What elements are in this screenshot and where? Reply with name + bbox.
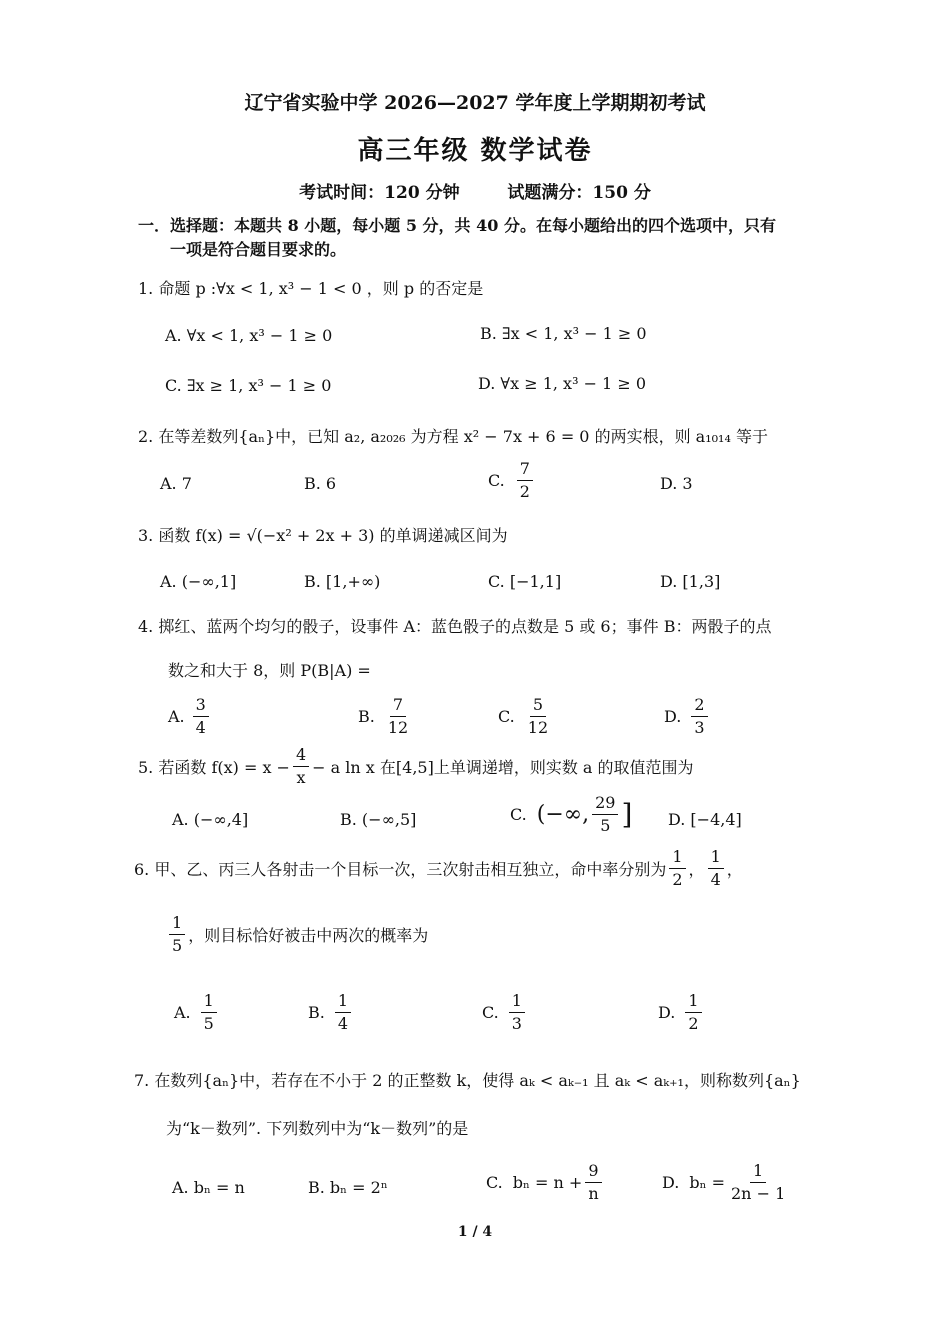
q2-c-denominator: 2 bbox=[519, 482, 530, 501]
q1-option-c: C. ∃x ≥ 1, x³ − 1 ≥ 0 bbox=[165, 376, 332, 395]
q7-c-num: 9 bbox=[585, 1160, 601, 1183]
q5-c-num: 29 bbox=[592, 792, 618, 815]
section-heading-line1: 一．选择题：本题共 8 小题，每小题 5 分，共 40 分。在每小题给出的四个选项中，只有 bbox=[138, 216, 776, 235]
q5-option-c bbox=[510, 792, 632, 837]
question-6-stem-line1 bbox=[134, 846, 743, 891]
q5-stem-num: 4 bbox=[293, 744, 309, 767]
q5-c-label: C. bbox=[510, 805, 527, 824]
q5-option-b: B. (−∞,5] bbox=[340, 810, 417, 829]
q4-a-fraction bbox=[193, 694, 209, 739]
q2-c-numerator: 7 bbox=[517, 458, 533, 481]
section-heading-line2: 一项是符合题目要求的。 bbox=[170, 240, 347, 259]
q4-c-num: 5 bbox=[530, 694, 546, 717]
q4-option-d bbox=[664, 694, 711, 739]
q6-c-num: 1 bbox=[509, 990, 525, 1013]
q2-option-d: D. 3 bbox=[660, 474, 693, 493]
q7-d-pre: bₙ = bbox=[689, 1173, 725, 1192]
q4-option-b bbox=[358, 694, 414, 739]
q5-stem-pre: 5. 若函数 f(x) = x − bbox=[138, 758, 290, 777]
q6-b-label: B. bbox=[308, 1003, 325, 1022]
q6-comma-2: ， bbox=[726, 860, 743, 879]
q5-stem-fraction bbox=[293, 744, 309, 789]
q6-p1-num: 1 bbox=[669, 846, 685, 869]
q4-d-num: 2 bbox=[691, 694, 707, 717]
question-3-stem: 3. 函数 f(x) = √(−x² + 2x + 3) 的单调递减区间为 bbox=[138, 526, 508, 545]
question-4-stem-line1: 4. 掷红、蓝两个均匀的骰子，设事件 A：蓝色骰子的点数是 5 或 6；事件 B：两骰子的点 bbox=[138, 617, 772, 636]
q4-a-num: 3 bbox=[193, 694, 209, 717]
q6-p1-fraction bbox=[669, 846, 685, 891]
q4-d-den: 3 bbox=[694, 718, 705, 737]
q7-c-pre: bₙ = n + bbox=[512, 1173, 583, 1192]
q5-c-fraction bbox=[592, 792, 618, 837]
q1-option-a: A. ∀x < 1, x³ − 1 ≥ 0 bbox=[165, 326, 333, 345]
q7-d-fraction bbox=[728, 1160, 788, 1205]
q6-option-a bbox=[174, 990, 220, 1035]
q7-d-label: D. bbox=[662, 1173, 680, 1192]
q3-option-c: C. [−1,1] bbox=[488, 572, 562, 591]
q6-d-label: D. bbox=[658, 1003, 676, 1022]
q6-a-fraction bbox=[201, 990, 217, 1035]
question-7-stem-line1: 7. 在数列{aₙ}中，若存在不小于 2 的正整数 k，使得 aₖ < aₖ₋₁ 且 aₖ < aₖ₊₁，则称数列{aₙ} bbox=[134, 1071, 801, 1090]
q4-d-fraction bbox=[691, 694, 707, 739]
q7-option-d bbox=[662, 1160, 791, 1205]
q4-b-label: B. bbox=[358, 707, 375, 726]
q5-stem-post: − a ln x 在[4,5]上单调递增，则实数 a 的取值范围为 bbox=[312, 758, 694, 777]
exam-time: 考试时间：120 分钟 bbox=[299, 183, 460, 203]
q6-stem2: ，则目标恰好被击中两次的概率为 bbox=[188, 926, 429, 945]
q5-c-den: 5 bbox=[600, 816, 611, 835]
question-7-stem-line2: 为“k－数列”. 下列数列中为“k－数列”的是 bbox=[166, 1119, 469, 1138]
q4-option-a bbox=[168, 694, 212, 739]
school-exam-header: 辽宁省实验中学 2026—2027 学年度上学期期初考试 bbox=[244, 92, 706, 114]
q7-d-num: 1 bbox=[750, 1160, 766, 1183]
q3-option-b: B. [1,+∞) bbox=[304, 572, 381, 591]
q5-c-post: ] bbox=[621, 798, 633, 831]
q2-option-a: A. 7 bbox=[160, 474, 192, 493]
q6-p2-num: 1 bbox=[708, 846, 724, 869]
q6-p1-den: 2 bbox=[672, 870, 683, 889]
question-4-stem-line2: 数之和大于 8，则 P(B|A) = bbox=[168, 661, 371, 680]
q6-option-b bbox=[308, 990, 354, 1035]
q7-option-a: A. bₙ = n bbox=[172, 1178, 245, 1197]
q7-c-label: C. bbox=[486, 1173, 503, 1192]
q6-d-num: 1 bbox=[685, 990, 701, 1013]
q6-b-num: 1 bbox=[335, 990, 351, 1013]
q5-stem-den: x bbox=[296, 768, 306, 787]
q6-a-label: A. bbox=[174, 1003, 191, 1022]
q6-d-den: 2 bbox=[688, 1014, 699, 1033]
q4-c-den: 12 bbox=[527, 718, 549, 737]
q6-p3-num: 1 bbox=[169, 912, 185, 935]
q5-option-a: A. (−∞,4] bbox=[172, 810, 249, 829]
q2-option-c-label: C. bbox=[488, 471, 505, 490]
q1-option-d: D. ∀x ≥ 1, x³ − 1 ≥ 0 bbox=[478, 374, 646, 393]
q3-option-d: D. [1,3] bbox=[660, 572, 721, 591]
section-heading bbox=[138, 214, 776, 262]
q4-c-label: C. bbox=[498, 707, 515, 726]
q4-a-label: A. bbox=[168, 707, 185, 726]
q4-d-label: D. bbox=[664, 707, 682, 726]
full-score: 试题满分：150 分 bbox=[507, 183, 651, 203]
page-number: 1 / 4 bbox=[457, 1224, 493, 1240]
q7-option-b: B. bₙ = 2ⁿ bbox=[308, 1178, 388, 1197]
q6-d-fraction bbox=[685, 990, 701, 1035]
q6-p2-den: 4 bbox=[710, 870, 721, 889]
q6-option-c bbox=[482, 990, 528, 1035]
q6-c-label: C. bbox=[482, 1003, 499, 1022]
q3-option-a: A. (−∞,1] bbox=[160, 572, 237, 591]
q1-option-b: B. ∃x < 1, x³ − 1 ≥ 0 bbox=[480, 324, 647, 343]
q7-c-den: n bbox=[588, 1184, 599, 1203]
q6-comma-1: ， bbox=[688, 860, 705, 879]
q5-c-pre: (−∞, bbox=[536, 802, 590, 827]
q6-p2-fraction bbox=[708, 846, 724, 891]
q4-b-den: 12 bbox=[387, 718, 409, 737]
question-2-stem: 2. 在等差数列{aₙ}中，已知 a₂, a₂₀₂₆ 为方程 x² − 7x + 6 = 0 的两实根，则 a₁₀₁₄ 等于 bbox=[138, 427, 768, 446]
q4-b-fraction bbox=[385, 694, 411, 739]
q6-option-d bbox=[658, 990, 705, 1035]
q4-c-fraction bbox=[525, 694, 551, 739]
q2-option-b: B. 6 bbox=[304, 474, 337, 493]
q6-stem1: 6. 甲、乙、丙三人各射击一个目标一次，三次射击相互独立，命中率分别为 bbox=[134, 860, 667, 879]
q6-c-den: 3 bbox=[511, 1014, 522, 1033]
q5-option-d: D. [−4,4] bbox=[668, 810, 742, 829]
q2-option-c bbox=[488, 458, 536, 503]
q6-b-den: 4 bbox=[337, 1014, 349, 1033]
q7-option-c bbox=[486, 1160, 605, 1205]
q6-c-fraction bbox=[509, 990, 525, 1035]
question-5-stem bbox=[138, 744, 694, 789]
q2-option-c-fraction bbox=[517, 458, 533, 503]
q6-a-num: 1 bbox=[201, 990, 217, 1013]
q6-b-fraction bbox=[335, 990, 351, 1035]
q4-option-c bbox=[498, 694, 554, 739]
q6-p3-den: 5 bbox=[172, 936, 183, 955]
q6-a-den: 5 bbox=[203, 1014, 214, 1033]
question-1-stem: 1. 命题 p :∀x < 1, x³ − 1 < 0 ，则 p 的否定是 bbox=[138, 279, 484, 298]
q4-a-den: 4 bbox=[195, 718, 206, 737]
q6-p3-fraction bbox=[169, 912, 185, 957]
exam-info bbox=[0, 178, 950, 203]
question-6-stem-line2 bbox=[166, 912, 428, 957]
q4-b-num: 7 bbox=[390, 694, 406, 717]
q7-c-fraction bbox=[585, 1160, 601, 1205]
exam-title: 高三年级 数学试卷 bbox=[357, 136, 593, 166]
q7-d-den: 2n − 1 bbox=[731, 1184, 786, 1203]
